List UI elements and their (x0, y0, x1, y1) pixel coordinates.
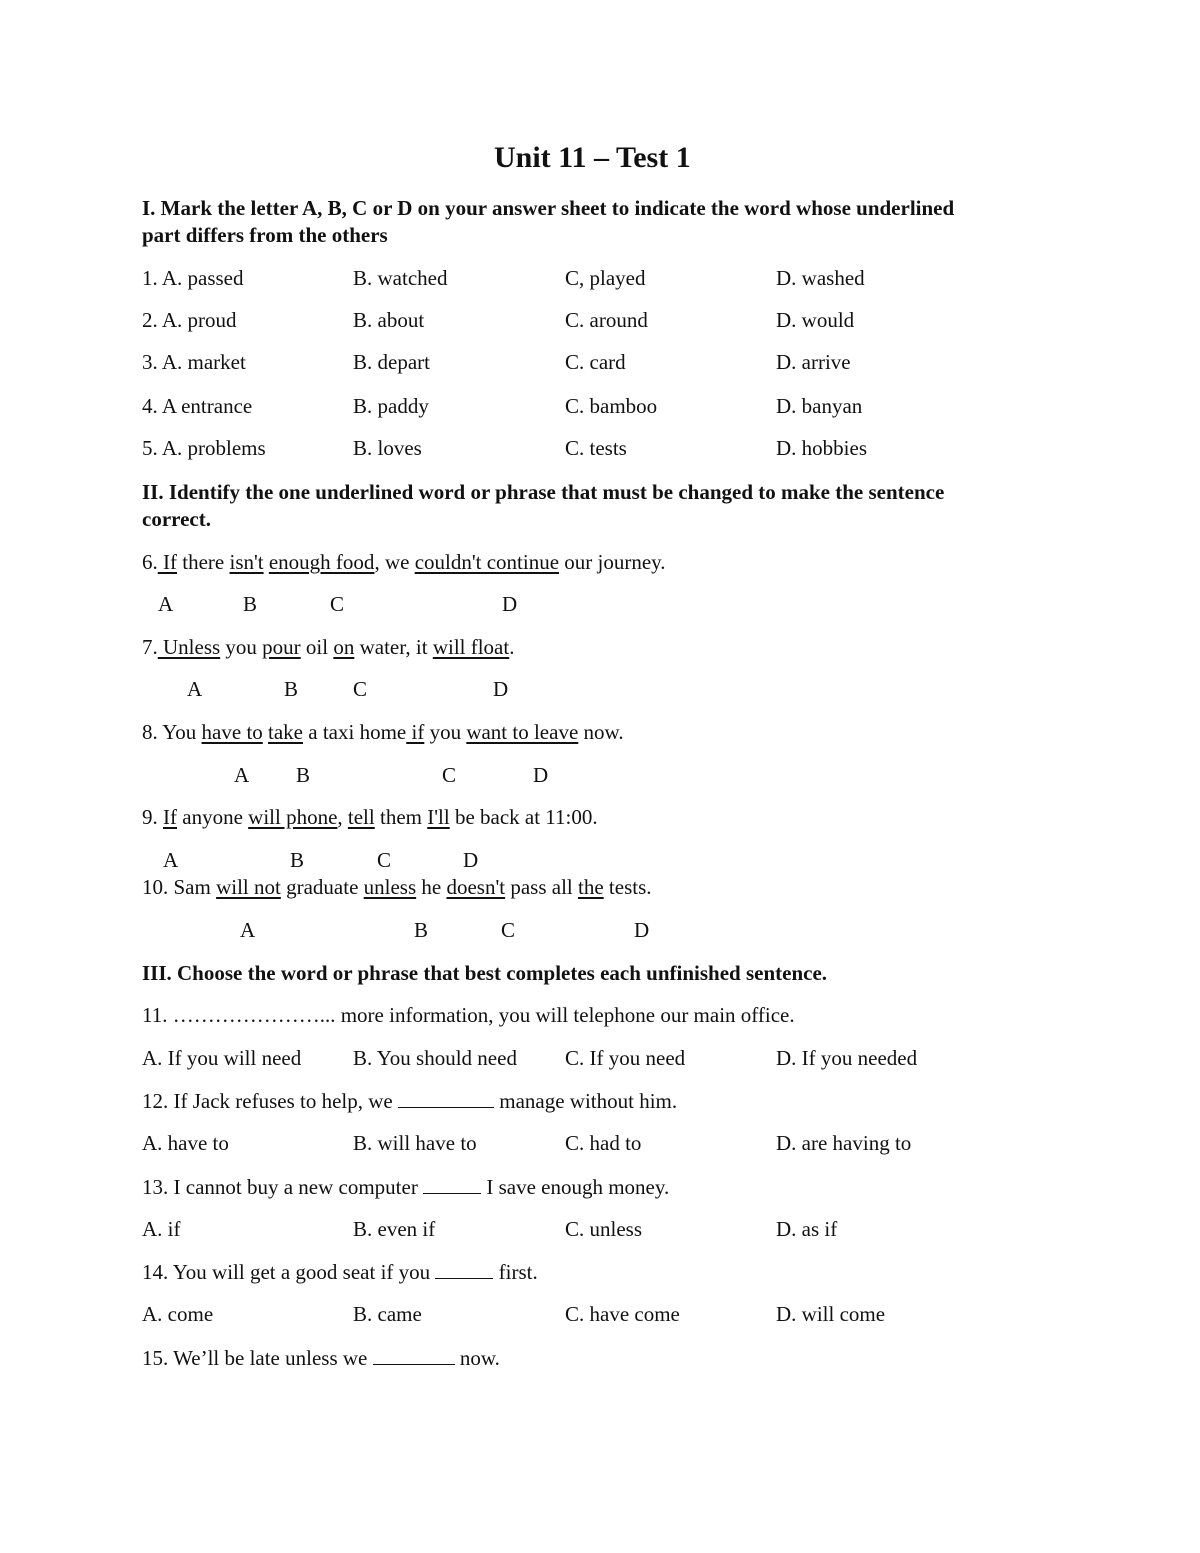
answer-blank (423, 1175, 481, 1194)
underlined-b: unless (363, 875, 417, 899)
segment: . (509, 635, 515, 659)
segment: you (429, 720, 462, 744)
letter-a: A (158, 592, 174, 616)
letter-d: D (463, 848, 479, 872)
underlined-c (406, 720, 424, 744)
question-text: I save enough money. (486, 1175, 670, 1199)
option-c: C. bamboo (565, 394, 658, 418)
segment: he (421, 875, 442, 899)
letter-d: D (634, 918, 650, 942)
underlined-b: will phone (248, 805, 338, 829)
option-b: B. You should need (353, 1046, 517, 1070)
option-a: 3. A. market (142, 350, 246, 374)
option-a: A. come (142, 1302, 214, 1326)
letter-b: B (414, 918, 429, 942)
option-a: A. If you will need (142, 1046, 302, 1070)
underlined-b: pour (262, 635, 301, 659)
question-6 (142, 549, 666, 575)
option-a: 2. A. proud (142, 308, 237, 332)
underlined-b: isn't (229, 550, 264, 574)
option-d: D. arrive (776, 350, 851, 374)
letter-a: A (187, 677, 203, 701)
option-d: D. hobbies (776, 436, 867, 460)
page-title: Unit 11 – Test 1 (494, 141, 691, 174)
underlined-d: couldn't continue (414, 550, 560, 574)
question-text: 14. You will get a good seat if you (142, 1260, 431, 1284)
question-number: 10. Sam (142, 875, 211, 899)
letter-c: C (353, 677, 368, 701)
segment: oil (305, 635, 329, 659)
segment: pass all (510, 875, 573, 899)
segment: now. (583, 720, 624, 744)
question-8 (142, 719, 624, 745)
option-b: B. watched (353, 266, 448, 290)
option-b: B. even if (353, 1217, 436, 1241)
question-number: 8. You (142, 720, 197, 744)
option-c: C. unless (565, 1217, 643, 1241)
option-d: D. If you needed (776, 1046, 918, 1070)
option-d: D. will come (776, 1302, 886, 1326)
underlined-c: on (333, 635, 355, 659)
underlined-d: want to leave (466, 720, 579, 744)
question-9 (142, 804, 598, 830)
option-b: B. came (353, 1302, 422, 1326)
underlined-a (158, 635, 220, 659)
answer-blank (435, 1260, 493, 1279)
segment: anyone (182, 805, 243, 829)
part2-heading-line2: correct. (142, 507, 211, 531)
letter-c: C (442, 763, 457, 787)
option-c: C. had to (565, 1131, 642, 1155)
option-c: C. around (565, 308, 648, 332)
segment: our journey. (564, 550, 666, 574)
underlined-a: If (163, 805, 177, 829)
underlined-a (158, 550, 177, 574)
option-c: C. tests (565, 436, 627, 460)
segment: water, it (359, 635, 428, 659)
option-c: C. If you need (565, 1046, 686, 1070)
answer-blank (373, 1346, 455, 1365)
segment: If (163, 550, 177, 574)
letter-d: D (533, 763, 549, 787)
option-b: B. loves (353, 436, 422, 460)
option-c: C. have come (565, 1302, 680, 1326)
underlined-b: take (268, 720, 304, 744)
letter-c: C (330, 592, 345, 616)
question-text: 12. If Jack refuses to help, we (142, 1089, 393, 1113)
question-text: now. (459, 1346, 500, 1370)
option-a: A. if (142, 1217, 181, 1241)
segment: Unless (163, 635, 221, 659)
option-a: 5. A. problems (142, 436, 266, 460)
option-d: D. as if (776, 1217, 838, 1241)
segment: them (379, 805, 422, 829)
question-text: 13. I cannot buy a new computer (142, 1175, 418, 1199)
part3-heading: III. Choose the word or phrase that best completes each unfinished sentence. (142, 961, 828, 985)
question-11: 11. …………………... more information, you will telephone our main office. (142, 1003, 795, 1027)
option-c: C, played (565, 266, 646, 290)
letter-a: A (234, 763, 250, 787)
segment: there (182, 550, 225, 574)
option-d: D. would (776, 308, 855, 332)
question-number: 9. (142, 805, 158, 829)
segment: be back at 11:00. (454, 805, 598, 829)
underlined-c: doesn't (446, 875, 506, 899)
option-d: D. washed (776, 266, 865, 290)
option-c: C. card (565, 350, 626, 374)
letter-d: D (502, 592, 518, 616)
segment: graduate (286, 875, 359, 899)
question-10 (142, 874, 652, 900)
letter-b: B (290, 848, 305, 872)
question-number: 7. (142, 635, 158, 659)
letter-c: C (501, 918, 516, 942)
segment: , we (374, 550, 410, 574)
option-d: D. are having to (776, 1131, 912, 1155)
option-a: 4. A entrance (142, 394, 253, 418)
option-d: D. banyan (776, 394, 863, 418)
underlined-d: the (578, 875, 604, 899)
option-a: 1. A. passed (142, 266, 244, 290)
question-text: first. (498, 1260, 538, 1284)
letter-c: C (377, 848, 392, 872)
option-a: A. have to (142, 1131, 229, 1155)
letter-b: B (243, 592, 258, 616)
part2-heading-line1: II. Identify the one underlined word or phrase that must be changed to make the sentence (142, 480, 945, 504)
letter-a: A (163, 848, 179, 872)
question-7 (142, 634, 514, 660)
question-14 (142, 1259, 538, 1285)
question-text: 15. We’ll be late unless we (142, 1346, 368, 1370)
letter-a: A (240, 918, 256, 942)
part1-heading-line2: part differs from the others (142, 223, 388, 247)
option-b: B. depart (353, 350, 430, 374)
answer-blank (398, 1089, 494, 1108)
underlined-a: will not (216, 875, 281, 899)
segment: , (337, 805, 343, 829)
letter-b: B (284, 677, 299, 701)
part1-heading-line1: I. Mark the letter A, B, C or D on your answer sheet to indicate the word whose underlined (142, 196, 955, 220)
segment: you (225, 635, 257, 659)
segment: if (411, 720, 425, 744)
underlined-c: tell (347, 805, 375, 829)
question-15 (142, 1345, 500, 1371)
underlined-d: will float (432, 635, 510, 659)
option-b: B. will have to (353, 1131, 477, 1155)
segment: a taxi home (308, 720, 407, 744)
underlined-a: have to (201, 720, 263, 744)
option-b: B. paddy (353, 394, 429, 418)
question-text: manage without him. (499, 1089, 678, 1113)
question-13 (142, 1174, 669, 1200)
segment: tests. (608, 875, 652, 899)
option-b: B. about (353, 308, 425, 332)
letter-d: D (493, 677, 509, 701)
question-number: 6. (142, 550, 158, 574)
letter-b: B (296, 763, 311, 787)
underlined-d: I'll (427, 805, 450, 829)
underlined-c: enough food (268, 550, 375, 574)
question-12 (142, 1088, 677, 1114)
